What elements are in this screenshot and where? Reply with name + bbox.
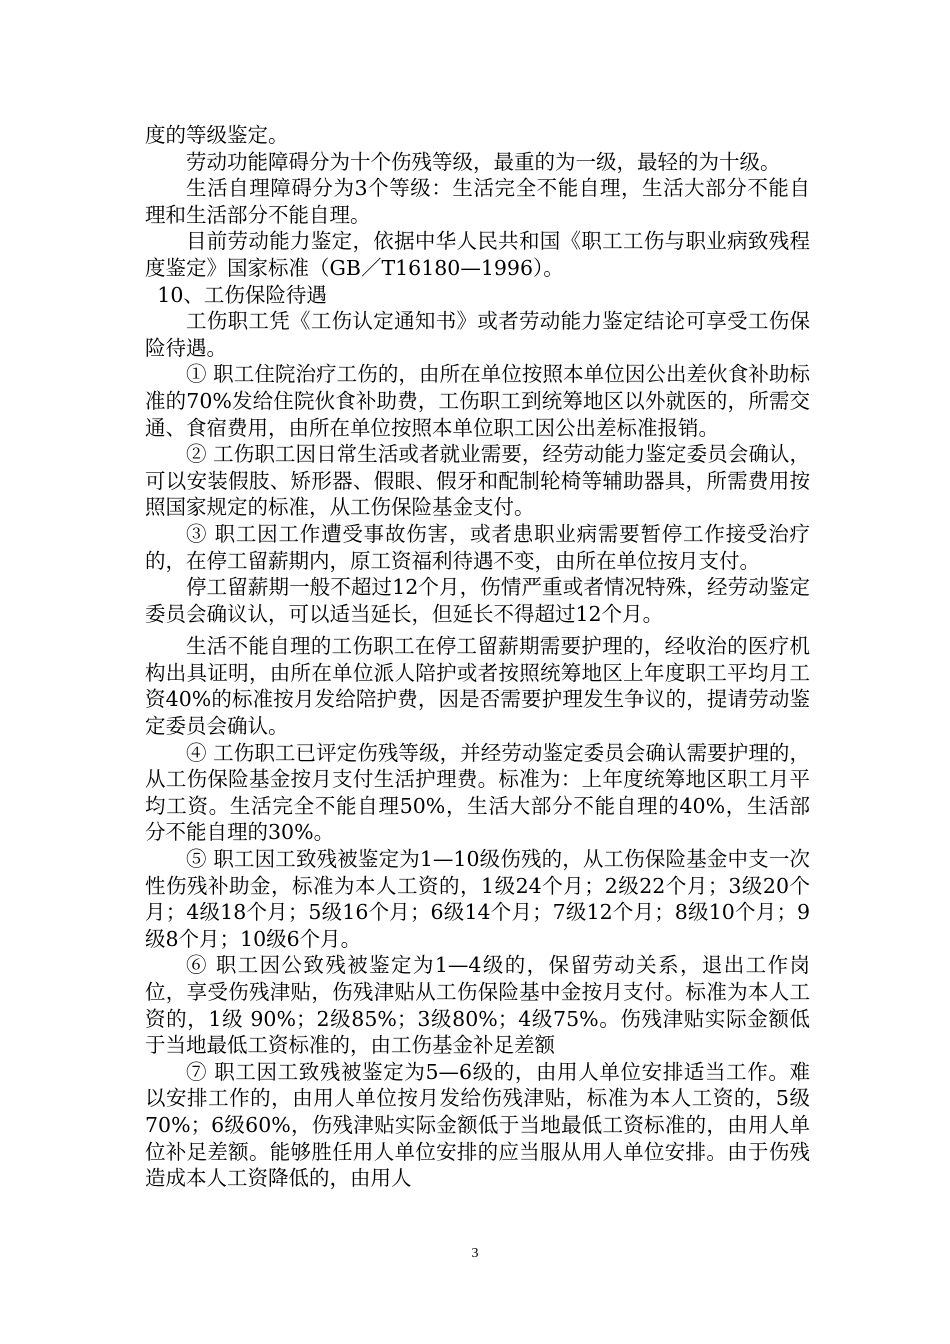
paragraph: 度的等级鉴定。 [145, 123, 289, 147]
paragraph: ④ 工伤职工已评定伤残等级，并经劳动鉴定委员会确认需要护理的，从工伤保险基金按月支付生活护理费。标准为：上年度统筹地区职工月平均工资。生活完全不能自理50%，生活大部分不能自理的40%，生活部分不能自理的30%。 [145, 740, 810, 845]
paragraph: ⑥ 职工因公致残被鉴定为1—4级的，保留劳动关系，退出工作岗位，享受伤残津贴，伤残津贴从工伤保险基中金按月支付。标准为本人工资的，1级 90%；2级85%；3级80%；4级75%。伤残津贴实际金额低于当地最低工资标准的，由工伤基金补足差额 [145, 953, 810, 1058]
paragraph: 生活不能自理的工伤职工在停工留薪期需要护理的，经收治的医疗机构出具证明，由所在单位派人陪护或者按照统筹地区上年度职工平均月工资40%的标准按月发给陪护费，因是否需要护理发生争议的，提请劳动鉴定委员会确认。 [145, 634, 810, 739]
document-body [145, 122, 810, 1192]
paragraph: ⑦ 职工因工致残被鉴定为5—6级的，由用人单位安排适当工作。难以安排工作的，由用人单位按月发给伤残津贴，标准为本人工资的，5级70%；6级60%，伤残津贴实际金额低于当地最低工资标准的，由用人单位补足差额。能够胜任用人单位安排的应当服从用人单位安排。由于伤残造成本人工资降低的，由用人 [145, 1059, 810, 1191]
paragraph: 工伤职工凭《工伤认定通知书》或者劳动能力鉴定结论可享受工伤保险待遇。 [145, 309, 810, 360]
paragraph: 劳动功能障碍分为十个伤残等级，最重的为一级，最轻的为十级。 [186, 149, 781, 174]
paragraph: ① 职工住院治疗工伤的，由所在单位按照本单位因公出差伙食补助标准的70%发给住院伙食补助费，工伤职工到统筹地区以外就医的，所需交通、食宿费用，由所在单位按照本单位职工因公出差标准报销。 [145, 362, 810, 440]
paragraph: 生活自理障碍分为3个等级：生活完全不能自理，生活大部分不能自理和生活部分不能自理。 [145, 176, 810, 227]
paragraph: ② 工伤职工因日常生活或者就业需要，经劳动能力鉴定委员会确认，可以安装假肢、矫形器、假眼、假牙和配制轮椅等辅助器具，所需费用按照国家规定的标准，从工伤保险基金支付。 [145, 442, 810, 520]
page-number: 3 [471, 1246, 479, 1261]
paragraph: ③ 职工因工作遭受事故伤害，或者患职业病需要暂停工作接受治疗的，在停工留薪期内，原工资福利待遇不变，由所在单位按月支付。 [145, 521, 810, 573]
paragraph: 目前劳动能力鉴定，依据中华人民共和国《职工工伤与职业病致残程度鉴定》国家标准（GB／T16180—1996）。 [145, 229, 810, 280]
section-heading: 10、工伤保险待遇 [157, 282, 327, 307]
paragraph: 停工留薪期一般不超过12个月，伤情严重或者情况特殊，经劳动鉴定委员会确议认，可以适当延长，但延长不得超过12个月。 [145, 575, 810, 626]
paragraph: ⑤ 职工因工致残被鉴定为1—10级伤残的，从工伤保险基金中支一次性伤残补助金，标准为本人工资的，1级24个月；2级22个月；3级20个月；4级18个月；5级16个月；6级14个月；7级12个月；8级10个月；9级8个月；10级6个月。 [145, 847, 810, 951]
